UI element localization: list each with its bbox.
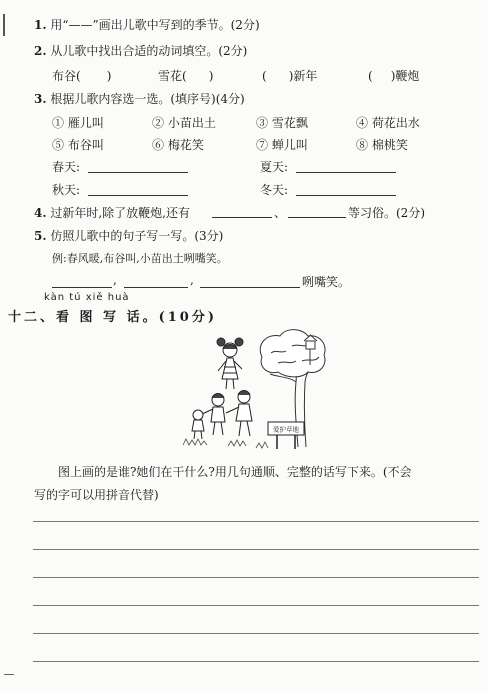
item-text: ) [208, 69, 214, 83]
answer-line[interactable] [52, 287, 112, 288]
question-text: 根据儿歌内容选一选。(填序号)(4分) [50, 92, 245, 106]
writing-line[interactable] [33, 577, 479, 578]
section-title: 十二、看 图 写 话。(10分) [8, 310, 217, 325]
question-tail: 等习俗。(2分) [348, 206, 425, 220]
answer-line[interactable] [288, 217, 346, 218]
question-number: 1. [34, 18, 47, 32]
writing-line[interactable] [33, 661, 479, 662]
margin-tick [4, 674, 14, 675]
item-text: ( [368, 69, 373, 83]
item-text: )新年 [288, 69, 318, 83]
comma: , [190, 273, 194, 287]
season-label: 春天: [52, 160, 81, 174]
grass-icon [183, 439, 268, 448]
item-text: ) [106, 69, 112, 83]
season-label: 秋天: [52, 183, 81, 197]
sign-text: 爱护草地 [273, 425, 299, 434]
question-tail: 咧嘴笑。 [302, 275, 351, 289]
option: ⑥ 梅花笑 [152, 138, 204, 152]
option: ⑧ 棉桃笑 [356, 138, 408, 152]
girl-icon [217, 338, 243, 389]
option: ⑦ 蝉儿叫 [256, 138, 308, 152]
blank-item [368, 67, 419, 84]
item-text: )鞭炮 [390, 69, 420, 83]
birdhouse-icon [306, 341, 315, 349]
sign-icon [268, 422, 304, 449]
writing-line[interactable] [33, 521, 479, 522]
answer-line[interactable] [296, 195, 396, 196]
blank-item [52, 67, 111, 84]
question-text: 用“——”画出儿歌中写到的季节。(2分) [50, 18, 260, 32]
children-icon [192, 391, 252, 440]
option: ② 小苗出土 [152, 116, 216, 130]
question-number: 3. [34, 92, 47, 106]
question-number: 2. [34, 44, 47, 58]
section-pinyin: kàn tú xiě huà [44, 292, 130, 303]
question-2 [34, 42, 247, 59]
comma: , [113, 273, 117, 287]
answer-line[interactable] [88, 195, 188, 196]
option: ③ 雪花飘 [256, 116, 308, 130]
writing-line[interactable] [33, 549, 479, 550]
margin-mark [3, 14, 5, 36]
answer-line[interactable] [88, 172, 188, 173]
item-text: 布谷( [52, 69, 81, 83]
writing-line[interactable] [33, 605, 479, 606]
blank-item [262, 67, 317, 84]
question-text: 从儿歌中找出合适的动词填空。(2分) [50, 44, 248, 58]
answer-line[interactable] [124, 287, 188, 288]
question-4 [34, 204, 190, 221]
writing-line[interactable] [33, 633, 479, 634]
item-text: ( [262, 69, 267, 83]
question-5 [34, 227, 223, 244]
illustration [178, 327, 328, 452]
option: ① 雁儿叫 [52, 116, 104, 130]
question-number: 4. [34, 206, 47, 220]
item-text: 雪花( [158, 69, 187, 83]
answer-line[interactable] [296, 172, 396, 173]
option: ④ 荷花出水 [356, 116, 420, 130]
question-text: 仿照儿歌中的句子写一写。(3分) [50, 229, 224, 243]
question-number: 5. [34, 229, 47, 243]
separator: 、 [274, 206, 287, 220]
option: ⑤ 布谷叫 [52, 138, 104, 152]
answer-line[interactable] [200, 287, 300, 288]
example-sentence: 例:春风暖,布谷叫,小苗出土咧嘴笑。 [52, 252, 228, 265]
season-label: 夏天: [260, 160, 289, 174]
question-3 [34, 90, 245, 107]
blank-item [158, 67, 213, 84]
answer-line[interactable] [212, 217, 272, 218]
prompt-line-1: 图上画的是谁?她们在干什么?用几句通顺、完整的话写下来。(不会 [58, 465, 412, 479]
season-label: 冬天: [260, 183, 289, 197]
question-text: 过新年时,除了放鞭炮,还有 [50, 206, 190, 220]
question-1 [34, 16, 260, 33]
prompt-line-2: 写的字可以用拼音代替) [34, 488, 159, 502]
